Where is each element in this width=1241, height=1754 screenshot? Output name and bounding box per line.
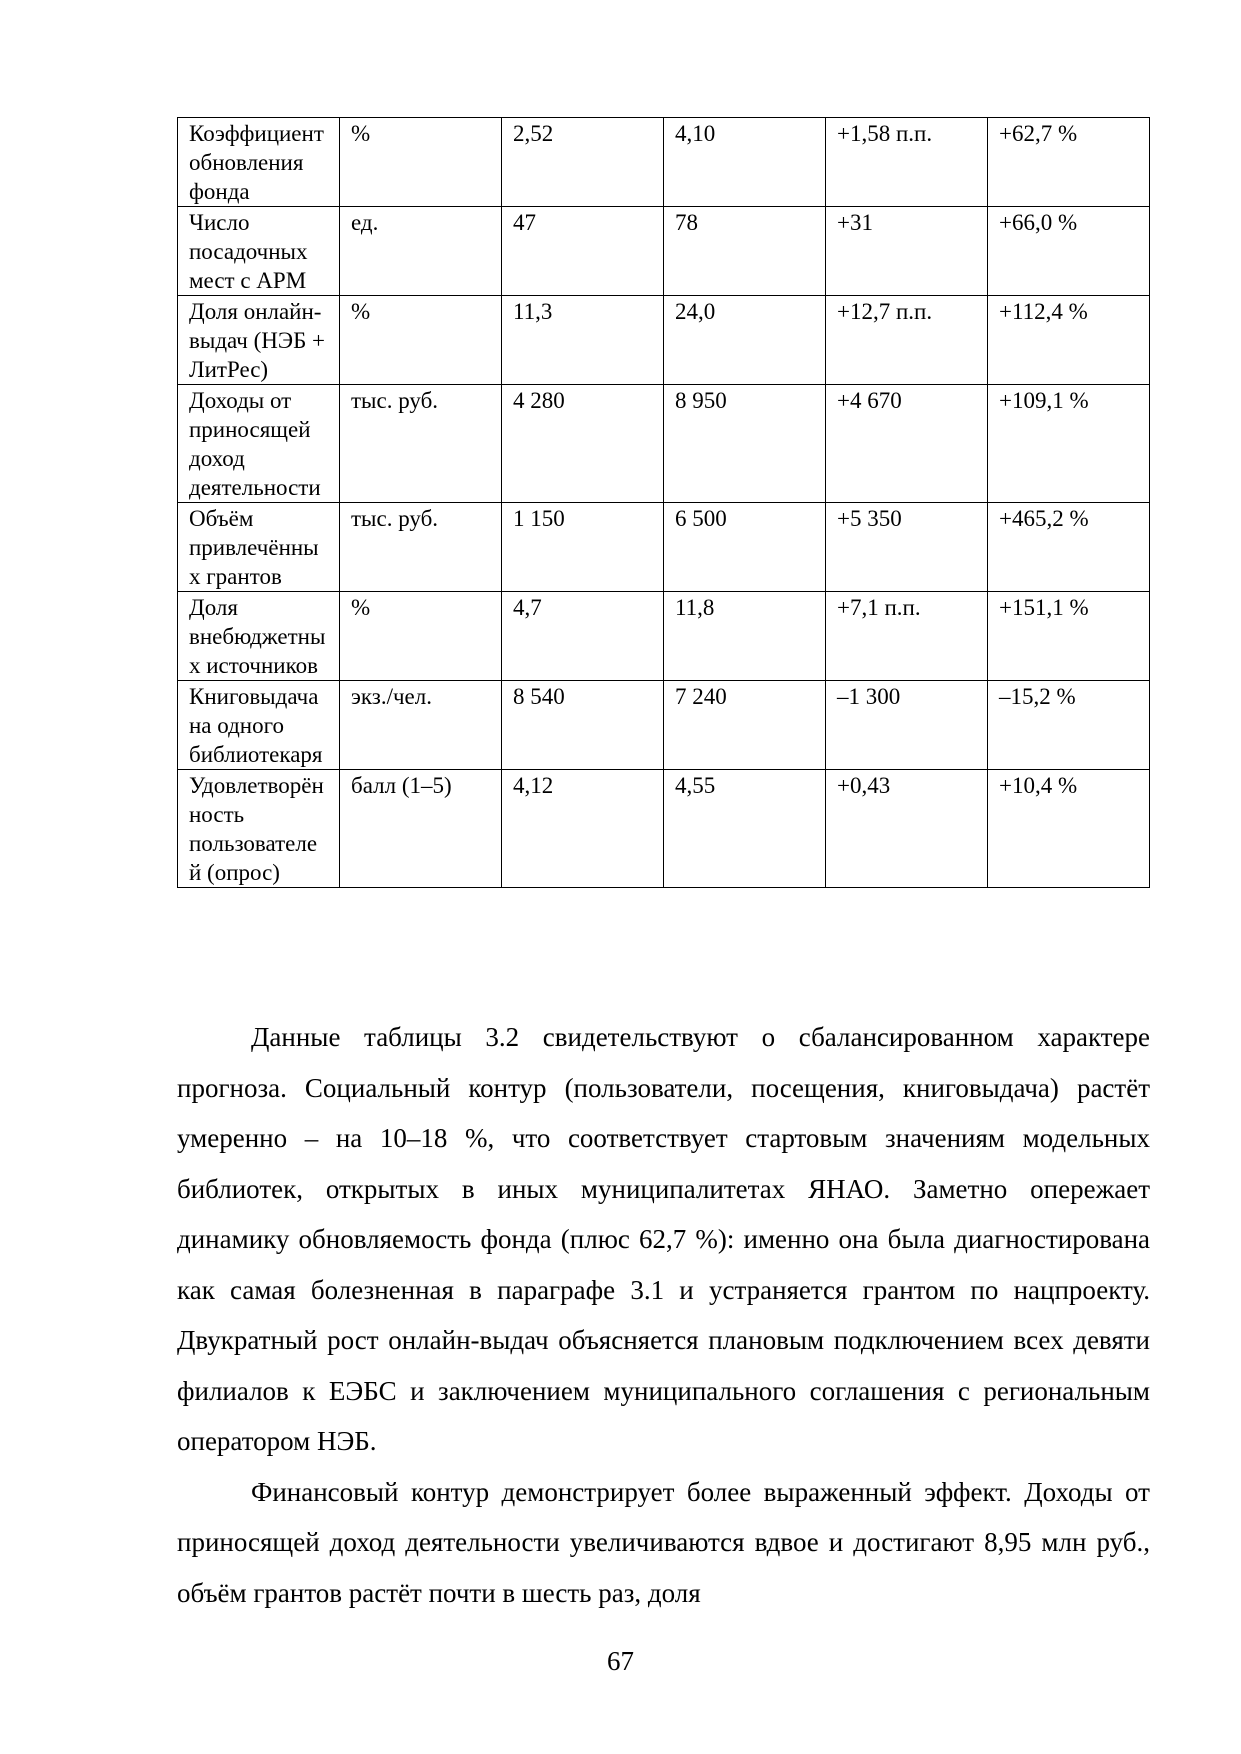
cell-unit: % <box>340 118 502 207</box>
cell-unit: балл (1–5) <box>340 770 502 888</box>
body-text <box>177 1012 1150 1618</box>
cell-rel-change: +62,7 % <box>988 118 1150 207</box>
cell-base: 4 280 <box>502 385 664 503</box>
forecast-table <box>177 117 1150 888</box>
cell-abs-change: +1,58 п.п. <box>826 118 988 207</box>
cell-base: 4,7 <box>502 592 664 681</box>
cell-indicator: Доходы от приносящей доход деятельности <box>178 385 340 503</box>
cell-rel-change: +465,2 % <box>988 503 1150 592</box>
cell-indicator: Доля внебюджетных источников <box>178 592 340 681</box>
cell-abs-change: +7,1 п.п. <box>826 592 988 681</box>
cell-indicator: Удовлетворённость пользователей (опрос) <box>178 770 340 888</box>
table-row <box>178 681 1150 770</box>
cell-base: 11,3 <box>502 296 664 385</box>
cell-forecast: 78 <box>664 207 826 296</box>
cell-unit: % <box>340 296 502 385</box>
cell-rel-change: +109,1 % <box>988 385 1150 503</box>
cell-indicator: Книговыдача на одного библиотекаря <box>178 681 340 770</box>
cell-unit: ед. <box>340 207 502 296</box>
cell-base: 47 <box>502 207 664 296</box>
paragraph: Данные таблицы 3.2 свидетельствуют о сбалансированном характере прогноза. Социальный контур (пользователи, посещения, книговыдача) растёт умеренно – на 10–18 %, что соответствует стартовым значениям модельных библиотек, открытых в иных муниципалитетах ЯНАО. Заметно опережает динамику обновляемость фонда (плюс 62,7 %): именно она была диагностирована как самая болезненная в параграфе 3.1 и устраняется грантом по нацпроекту. Двукратный рост онлайн-выдач объясняется плановым подключением всех девяти филиалов к ЕЭБС и заключением муниципального соглашения с региональным оператором НЭБ. <box>177 1022 1150 1456</box>
cell-base: 8 540 <box>502 681 664 770</box>
cell-rel-change: +112,4 % <box>988 296 1150 385</box>
cell-indicator: Доля онлайн-выдач (НЭБ + ЛитРес) <box>178 296 340 385</box>
cell-forecast: 11,8 <box>664 592 826 681</box>
table-row <box>178 118 1150 207</box>
cell-rel-change: –15,2 % <box>988 681 1150 770</box>
cell-forecast: 7 240 <box>664 681 826 770</box>
cell-rel-change: +151,1 % <box>988 592 1150 681</box>
table-row <box>178 207 1150 296</box>
cell-forecast: 8 950 <box>664 385 826 503</box>
cell-indicator: Число посадочных мест с АРМ <box>178 207 340 296</box>
table-row <box>178 385 1150 503</box>
cell-forecast: 6 500 <box>664 503 826 592</box>
cell-indicator: Объём привлечённых грантов <box>178 503 340 592</box>
cell-unit: % <box>340 592 502 681</box>
cell-rel-change: +66,0 % <box>988 207 1150 296</box>
cell-rel-change: +10,4 % <box>988 770 1150 888</box>
cell-base: 1 150 <box>502 503 664 592</box>
cell-abs-change: +12,7 п.п. <box>826 296 988 385</box>
page-number: 67 <box>607 1646 634 1676</box>
table-row <box>178 592 1150 681</box>
table-row <box>178 503 1150 592</box>
forecast-table-body <box>178 118 1150 888</box>
cell-base: 2,52 <box>502 118 664 207</box>
table-row <box>178 770 1150 888</box>
cell-abs-change: +5 350 <box>826 503 988 592</box>
cell-forecast: 4,55 <box>664 770 826 888</box>
cell-abs-change: +0,43 <box>826 770 988 888</box>
cell-base: 4,12 <box>502 770 664 888</box>
cell-forecast: 4,10 <box>664 118 826 207</box>
cell-abs-change: +4 670 <box>826 385 988 503</box>
cell-unit: тыс. руб. <box>340 385 502 503</box>
cell-abs-change: –1 300 <box>826 681 988 770</box>
paragraph: Финансовый контур демонстрирует более выраженный эффект. Доходы от приносящей доход деятельности увеличиваются вдвое и достигают 8,95 млн руб., объём грантов растёт почти в шесть раз, доля <box>177 1476 1150 1608</box>
cell-forecast: 24,0 <box>664 296 826 385</box>
cell-abs-change: +31 <box>826 207 988 296</box>
cell-unit: экз./чел. <box>340 681 502 770</box>
cell-unit: тыс. руб. <box>340 503 502 592</box>
table-row <box>178 296 1150 385</box>
cell-indicator: Коэффициент обновления фонда <box>178 118 340 207</box>
